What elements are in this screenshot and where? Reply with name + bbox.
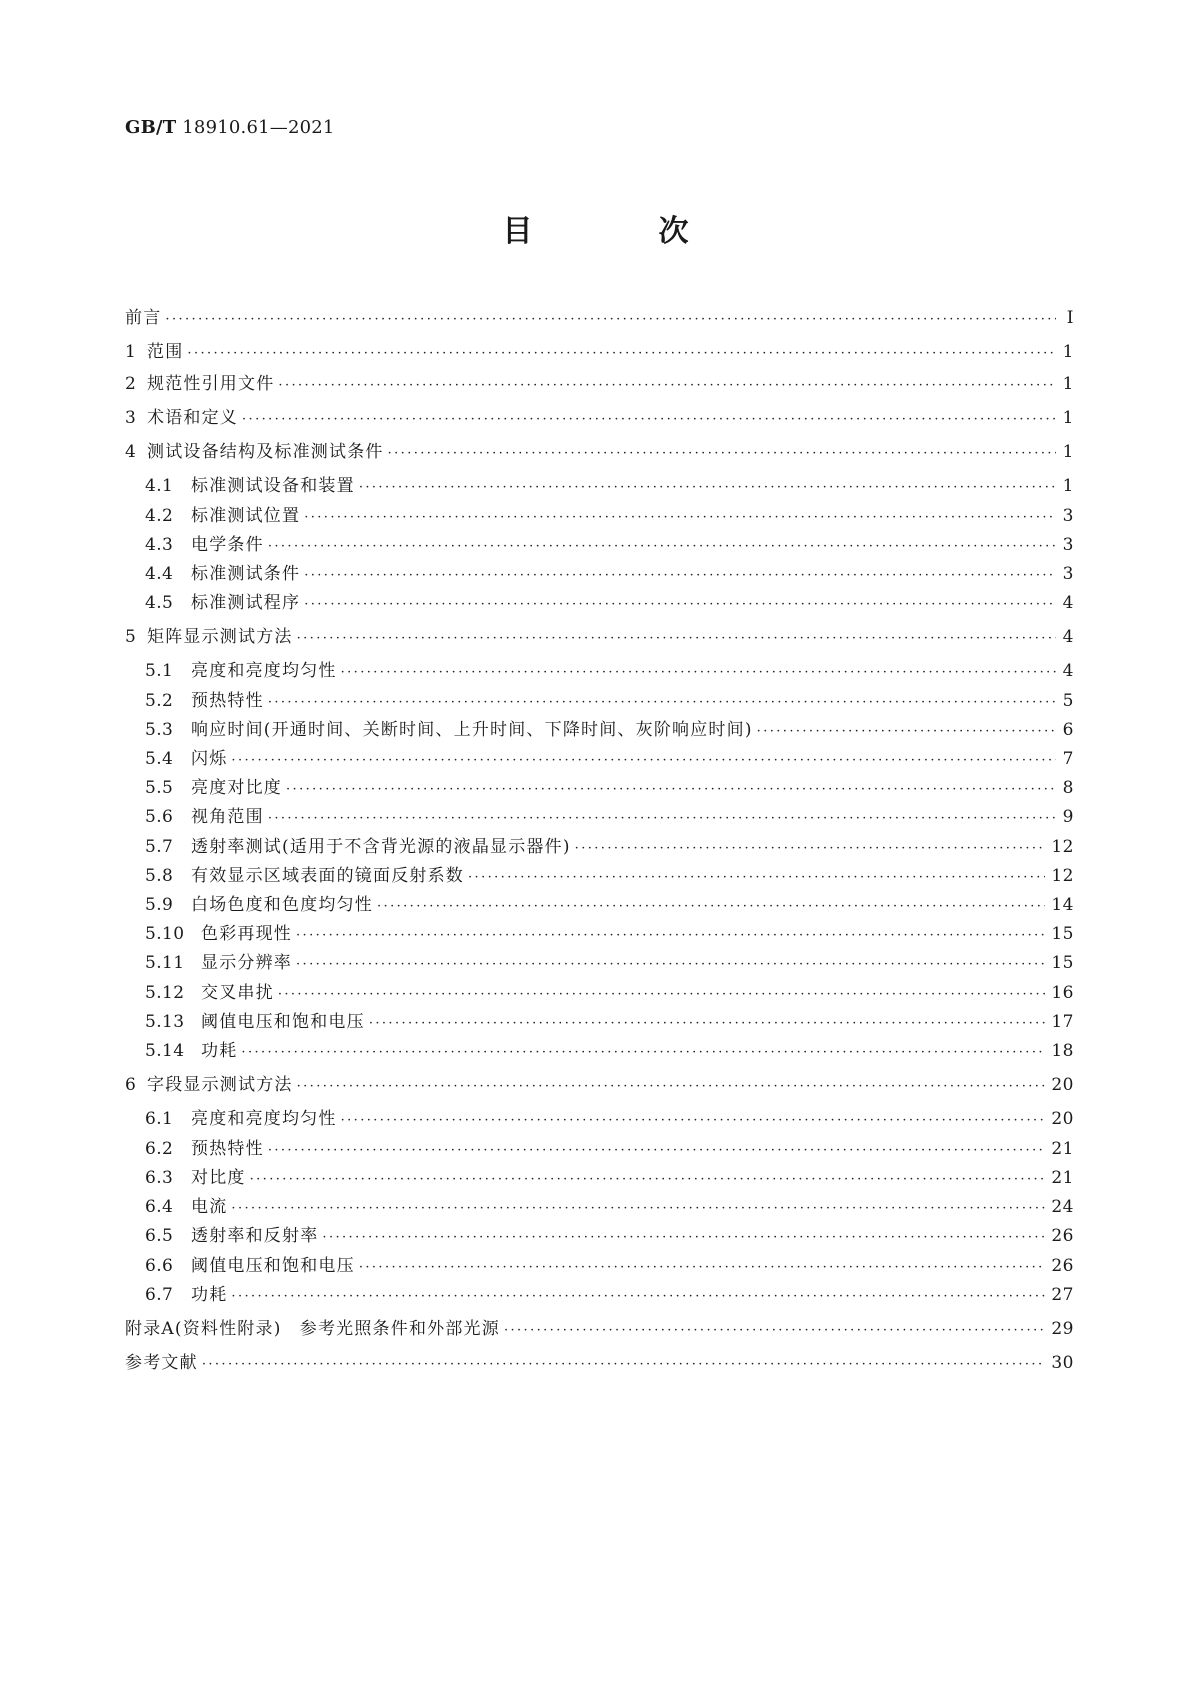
toc-entry-label	[125, 1317, 500, 1341]
toc-dot-leader	[304, 564, 1056, 588]
toc-page-number: Ⅰ	[1066, 308, 1074, 328]
toc-page-number: 9	[1062, 807, 1074, 827]
toc-dot-leader	[250, 1168, 1046, 1192]
toc-dot-leader	[278, 374, 1056, 398]
toc-entry-title: 功耗	[191, 1285, 228, 1305]
toc-page-number: 26	[1051, 1256, 1074, 1276]
toc-entry[interactable]	[145, 805, 1074, 829]
toc-entry[interactable]	[145, 1224, 1074, 1248]
toc-entry-title: 功耗	[201, 1041, 238, 1061]
toc-page-number: 4	[1062, 627, 1074, 647]
toc-dot-leader	[202, 1353, 1046, 1377]
toc-entry-title: 闪烁	[191, 749, 228, 769]
toc-dot-leader	[242, 408, 1056, 432]
toc-dot-leader	[231, 749, 1056, 773]
toc-entry-title: 前言	[125, 308, 162, 328]
toc-entry-number: 5.3	[145, 720, 174, 740]
toc-entry[interactable]	[145, 533, 1074, 557]
toc-entry[interactable]	[125, 372, 1074, 396]
toc-entry[interactable]	[145, 747, 1074, 771]
toc-entry[interactable]	[145, 591, 1074, 615]
toc-entry-label	[125, 372, 274, 396]
toc-entry[interactable]	[145, 951, 1074, 975]
toc-entry-number: 3	[125, 408, 137, 428]
toc-entry-title: 色彩再现性	[201, 924, 292, 944]
toc-entry-number: 5.5	[145, 778, 174, 798]
toc-entry-title: 阈值电压和饱和电压	[191, 1256, 355, 1276]
toc-dot-leader	[377, 895, 1045, 919]
toc-page-number: 21	[1051, 1139, 1074, 1159]
toc-entry-title: 标准测试条件	[191, 564, 301, 584]
toc-entry-title: 透射率和反射率	[191, 1226, 319, 1246]
toc-entry-number: 5.7	[145, 837, 174, 857]
toc-entry[interactable]	[145, 1010, 1074, 1034]
toc-entry-number: 6.3	[145, 1168, 174, 1188]
toc-dot-leader	[231, 1197, 1045, 1221]
toc-entry-number: 5.1	[145, 661, 174, 681]
toc-page-number: 3	[1062, 535, 1074, 555]
toc-page-number: 7	[1062, 749, 1074, 769]
toc-dot-leader	[296, 924, 1045, 948]
toc-dot-leader	[388, 442, 1056, 466]
toc-entry-label	[145, 981, 274, 1005]
toc-entry-number: 5.9	[145, 895, 174, 915]
toc-entry[interactable]	[145, 981, 1074, 1005]
toc-entry-label	[145, 1254, 355, 1278]
toc-entry-title: 规范性引用文件	[147, 374, 275, 394]
toc-entry-number: 6.5	[145, 1226, 174, 1246]
toc-entry-number: 4.4	[145, 564, 174, 584]
toc-entry-number: 4.5	[145, 593, 174, 613]
toc-entry-title: 预热特性	[191, 691, 264, 711]
toc-entry[interactable]	[145, 776, 1074, 800]
toc-entry-title: 矩阵显示测试方法	[147, 627, 293, 647]
toc-entry-title: 标准测试程序	[191, 593, 301, 613]
toc-entry-title: 字段显示测试方法	[147, 1075, 293, 1095]
toc-entry-number: 1	[125, 342, 137, 362]
toc-entry-number: 6.6	[145, 1256, 174, 1276]
toc-page-number: 30	[1051, 1353, 1074, 1373]
toc-entry-label	[145, 1166, 246, 1190]
toc-entry-label	[125, 306, 161, 330]
toc-page-number: 26	[1051, 1226, 1074, 1246]
toc-dot-leader	[575, 837, 1046, 861]
toc-dot-leader	[369, 1012, 1046, 1036]
toc-dot-leader	[268, 1139, 1046, 1163]
toc-page-number: 12	[1051, 866, 1074, 886]
toc-page-number: 8	[1062, 778, 1074, 798]
toc-entry[interactable]	[145, 835, 1074, 859]
toc-entry-label	[125, 406, 238, 430]
toc-entry-label	[145, 1137, 264, 1161]
toc-page-number: 1	[1062, 442, 1074, 462]
toc-dot-leader	[231, 1285, 1045, 1309]
toc-entry[interactable]	[145, 1195, 1074, 1219]
toc-page-number: 18	[1051, 1041, 1074, 1061]
page-title: 目 次	[502, 214, 737, 249]
toc-dot-leader	[268, 535, 1056, 559]
toc-entry-number: 4.3	[145, 535, 174, 555]
toc-entry-number: 5.11	[145, 953, 185, 973]
toc-entry-number: 5.2	[145, 691, 174, 711]
toc-entry[interactable]	[145, 504, 1074, 528]
toc-entry-label	[145, 893, 373, 917]
toc-entry-title: 对比度	[191, 1168, 246, 1188]
toc-page-number: 29	[1051, 1319, 1074, 1339]
toc-entry-title: 响应时间(开通时间、关断时间、上升时间、下降时间、灰阶响应时间)	[191, 720, 753, 740]
toc-entry-label	[125, 1351, 198, 1375]
toc-entry[interactable]	[145, 1039, 1074, 1063]
toc-entry[interactable]	[145, 864, 1074, 888]
toc-dot-leader	[296, 953, 1045, 977]
toc-dot-leader	[286, 778, 1056, 802]
toc-dot-leader	[304, 593, 1056, 617]
toc-entry-label	[145, 1107, 337, 1131]
toc-dot-leader	[341, 661, 1056, 685]
toc-dot-leader	[304, 506, 1056, 530]
toc-entry-number: 4.1	[145, 476, 174, 496]
toc-entry-label	[145, 1010, 365, 1034]
toc-entry-number: 4.2	[145, 506, 174, 526]
toc-entry-label	[145, 718, 753, 742]
toc-entry-label	[145, 474, 355, 498]
standard-number: 18910.61—2021	[182, 117, 335, 138]
toc-entry[interactable]	[145, 922, 1074, 946]
toc-entry-title: 视角范围	[191, 807, 264, 827]
toc-entry-label	[145, 1283, 227, 1307]
toc-page-number: 20	[1051, 1109, 1074, 1129]
toc-page-number: 3	[1062, 506, 1074, 526]
toc-entry[interactable]	[145, 1166, 1074, 1190]
toc-entry-title: 亮度和亮度均匀性	[191, 661, 337, 681]
toc-dot-leader	[165, 308, 1056, 332]
toc-entry[interactable]	[125, 1073, 1074, 1097]
toc-dot-leader	[278, 983, 1046, 1007]
toc-dot-leader	[187, 342, 1056, 366]
toc-entry-title: 亮度和亮度均匀性	[191, 1109, 337, 1129]
toc-dot-leader	[297, 1075, 1046, 1099]
toc-entry[interactable]	[145, 893, 1074, 917]
toc-page-number: 12	[1051, 837, 1074, 857]
toc-entry-title: 电流	[191, 1197, 228, 1217]
toc-entry[interactable]	[125, 440, 1074, 464]
toc-entry-label	[145, 951, 292, 975]
toc-page-number: 4	[1062, 661, 1074, 681]
toc-entry[interactable]	[125, 306, 1074, 330]
toc-entry-number: 5	[125, 627, 137, 647]
toc-entry-title: 透射率测试(适用于不含背光源的液晶显示器件)	[191, 837, 571, 857]
toc-entry[interactable]	[145, 1137, 1074, 1161]
toc-entry-title: 参考文献	[125, 1353, 198, 1373]
toc-page-number: 21	[1051, 1168, 1074, 1188]
toc-entry[interactable]	[125, 340, 1074, 364]
toc-entry-title: 白场色度和色度均匀性	[191, 895, 373, 915]
toc-entry-label	[145, 864, 464, 888]
toc-entry-title: 标准测试设备和装置	[191, 476, 355, 496]
toc-dot-leader	[504, 1319, 1045, 1343]
toc-dot-leader	[468, 866, 1045, 890]
toc-entry-title: 术语和定义	[147, 408, 238, 428]
toc-entry[interactable]	[125, 406, 1074, 430]
toc-entry[interactable]	[125, 625, 1074, 649]
toc-entry-title: 显示分辨率	[201, 953, 292, 973]
toc-entry-number: 5.12	[145, 983, 185, 1003]
toc-entry-label	[145, 659, 337, 683]
toc-page-number: 1	[1062, 342, 1074, 362]
toc-entry-number: 5.8	[145, 866, 174, 886]
toc-entry-label	[145, 591, 300, 615]
toc-entry-label	[145, 747, 227, 771]
toc-entry-number: 6	[125, 1075, 137, 1095]
toc-entry-label	[145, 1039, 237, 1063]
toc-page-number: 4	[1062, 593, 1074, 613]
toc-entry-label	[145, 689, 264, 713]
toc-entry[interactable]	[145, 659, 1074, 683]
toc-entry-number: 5.10	[145, 924, 185, 944]
toc-page-number: 24	[1051, 1197, 1074, 1217]
toc-entry-title: 预热特性	[191, 1139, 264, 1159]
toc-entry-title: 范围	[147, 342, 184, 362]
toc-entry-title: 有效显示区域表面的镜面反射系数	[191, 866, 464, 886]
toc-entry-label	[125, 1073, 293, 1097]
toc-dot-leader	[757, 720, 1056, 744]
toc-dot-leader	[268, 807, 1056, 831]
toc-page-number: 1	[1062, 408, 1074, 428]
toc-entry-number: 4	[125, 442, 137, 462]
toc-entry[interactable]	[145, 1254, 1074, 1278]
toc-entry[interactable]	[145, 718, 1074, 742]
toc-entry-number: 5.13	[145, 1012, 185, 1032]
toc-dot-leader	[241, 1041, 1045, 1065]
toc-page-number: 14	[1051, 895, 1074, 915]
toc-entry-title: 阈值电压和饱和电压	[201, 1012, 365, 1032]
toc-entry-title: 亮度对比度	[191, 778, 282, 798]
toc-entry-number: 2	[125, 374, 137, 394]
toc-entry[interactable]	[145, 474, 1074, 498]
toc-page-number: 15	[1051, 924, 1074, 944]
toc-entry-label	[145, 533, 264, 557]
toc-dot-leader	[359, 1256, 1046, 1280]
toc-entry-number: 5.14	[145, 1041, 185, 1061]
toc-entry-number: 6.7	[145, 1285, 174, 1305]
toc-page-number: 1	[1062, 374, 1074, 394]
toc-entry-number: 5.4	[145, 749, 174, 769]
toc-entry-title: 标准测试位置	[191, 506, 301, 526]
toc-entry-number: 6.1	[145, 1109, 174, 1129]
toc-entry[interactable]	[125, 1351, 1074, 1375]
toc-page-number: 17	[1051, 1012, 1074, 1032]
toc-entry-label	[145, 1224, 318, 1248]
toc-entry-title: 交叉串扰	[201, 983, 274, 1003]
toc-dot-leader	[297, 627, 1056, 651]
toc-dot-leader	[322, 1226, 1045, 1250]
toc-page-number: 20	[1051, 1075, 1074, 1095]
toc-page-number: 15	[1051, 953, 1074, 973]
toc-entry-number: 6.2	[145, 1139, 174, 1159]
toc-dot-leader	[341, 1109, 1046, 1133]
toc-page-number: 27	[1051, 1285, 1074, 1305]
toc-page-number: 3	[1062, 564, 1074, 584]
toc-entry[interactable]	[145, 562, 1074, 586]
toc-entry-label	[145, 805, 264, 829]
toc-page-number: 16	[1051, 983, 1074, 1003]
toc-entry-label	[145, 504, 300, 528]
toc-entry-title: 测试设备结构及标准测试条件	[147, 442, 384, 462]
toc-entry-title: 电学条件	[191, 535, 264, 555]
toc-page-number: 6	[1062, 720, 1074, 740]
standard-prefix: GB/T	[125, 117, 177, 138]
toc-entry-label	[145, 835, 571, 859]
toc-entry-label	[125, 625, 293, 649]
toc-entry-label	[125, 440, 384, 464]
toc-entry-label	[125, 340, 183, 364]
toc-entry[interactable]	[125, 1317, 1074, 1341]
toc-entry[interactable]	[145, 1283, 1074, 1307]
toc-entry-label	[145, 922, 292, 946]
toc-entry-label	[145, 562, 300, 586]
toc-entry-label	[145, 776, 282, 800]
toc-entry[interactable]	[145, 689, 1074, 713]
toc-entry-number: 5.6	[145, 807, 174, 827]
toc-page-number: 5	[1062, 691, 1074, 711]
toc-dot-leader	[359, 476, 1056, 500]
toc-entry-label	[145, 1195, 227, 1219]
toc-entry-number: 6.4	[145, 1197, 174, 1217]
toc-dot-leader	[268, 691, 1056, 715]
toc-entry[interactable]	[145, 1107, 1074, 1131]
toc-entry-title: 附录A(资料性附录) 参考光照条件和外部光源	[125, 1319, 500, 1339]
toc-page-number: 1	[1062, 476, 1074, 496]
